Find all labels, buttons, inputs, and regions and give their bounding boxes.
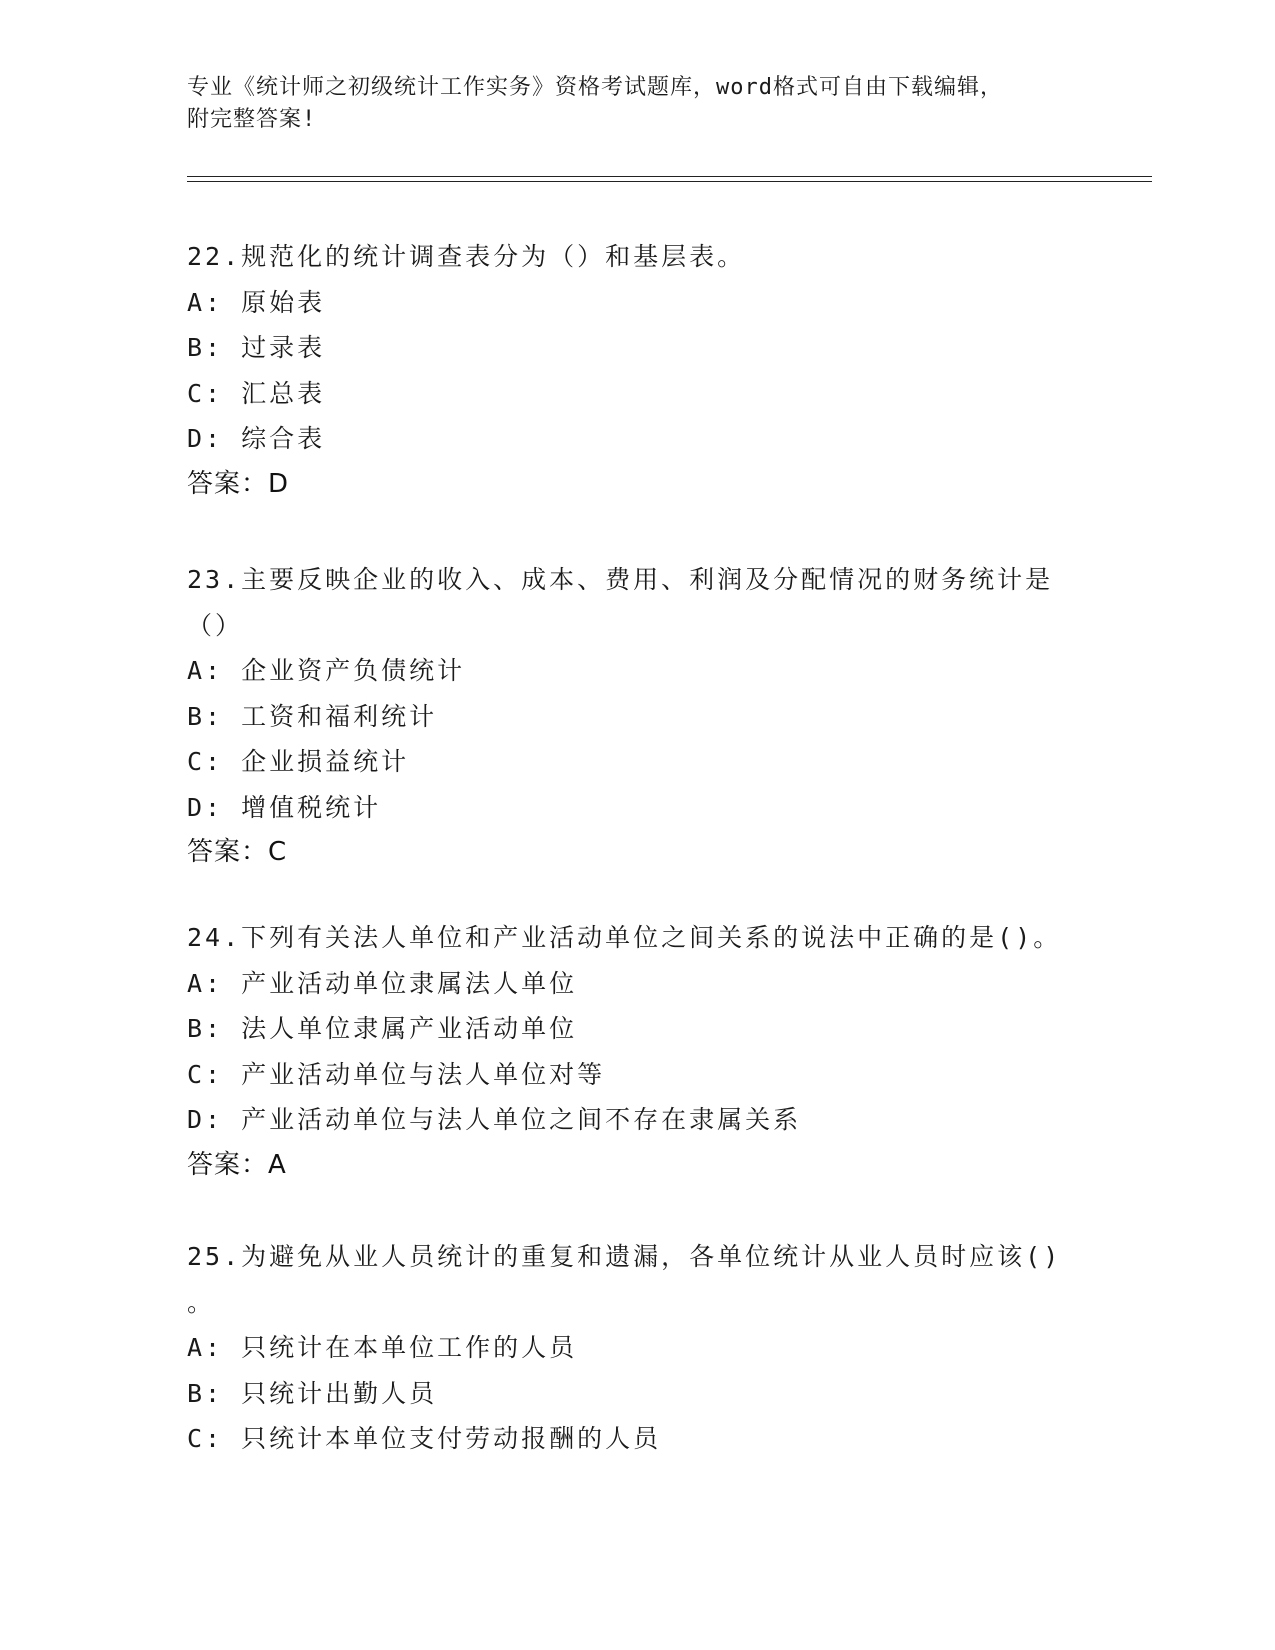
document-header <box>187 72 1087 136</box>
option-c: C: 汇总表 <box>187 378 326 408</box>
option-a: A: 原始表 <box>187 287 326 317</box>
header-line-1: 专业《统计师之初级统计工作实务》资格考试题库，word格式可自由下载编辑， <box>187 75 1003 100</box>
option-b: B: 过录表 <box>187 333 326 362</box>
option-c: C: 只统计本单位支付劳动报酬的人员 <box>187 1424 662 1453</box>
question-stem: 22.规范化的统计调查表分为（）和基层表。 <box>187 242 746 271</box>
question-stem-continued: （） <box>187 610 244 640</box>
question-24 <box>187 915 1087 1188</box>
option-a: A: 产业活动单位隶属法人单位 <box>187 968 578 998</box>
question-stem-continued: 。 <box>187 1287 216 1317</box>
answer: 答案：D <box>187 468 290 499</box>
option-c: C: 企业损益统计 <box>187 747 410 776</box>
header-divider-top <box>187 176 1152 177</box>
question-stem: 25.为避免从业人员统计的重复和遗漏，各单位统计从业人员时应该() <box>187 1242 1062 1271</box>
option-d: D: 产业活动单位与法人单位之间不存在隶属关系 <box>187 1105 802 1134</box>
question-23 <box>187 557 1087 876</box>
option-d: D: 综合表 <box>187 424 326 453</box>
question-stem: 23.主要反映企业的收入、成本、费用、利润及分配情况的财务统计是 <box>187 565 1054 594</box>
header-divider-bottom <box>187 181 1152 182</box>
option-c: C: 产业活动单位与法人单位对等 <box>187 1059 606 1089</box>
question-25 <box>187 1234 1087 1462</box>
option-b: B: 工资和福利统计 <box>187 701 438 731</box>
option-d: D: 增值税统计 <box>187 792 382 822</box>
question-22 <box>187 234 1087 507</box>
header-line-2: 附完整答案! <box>187 107 317 132</box>
option-a: A: 企业资产负债统计 <box>187 656 466 685</box>
option-b: B: 法人单位隶属产业活动单位 <box>187 1014 578 1043</box>
option-b: B: 只统计出勤人员 <box>187 1378 438 1408</box>
question-stem: 24.下列有关法人单位和产业活动单位之间关系的说法中正确的是()。 <box>187 923 1062 952</box>
answer: 答案：A <box>187 1149 287 1180</box>
option-a: A: 只统计在本单位工作的人员 <box>187 1333 578 1362</box>
answer: 答案：C <box>187 837 288 867</box>
